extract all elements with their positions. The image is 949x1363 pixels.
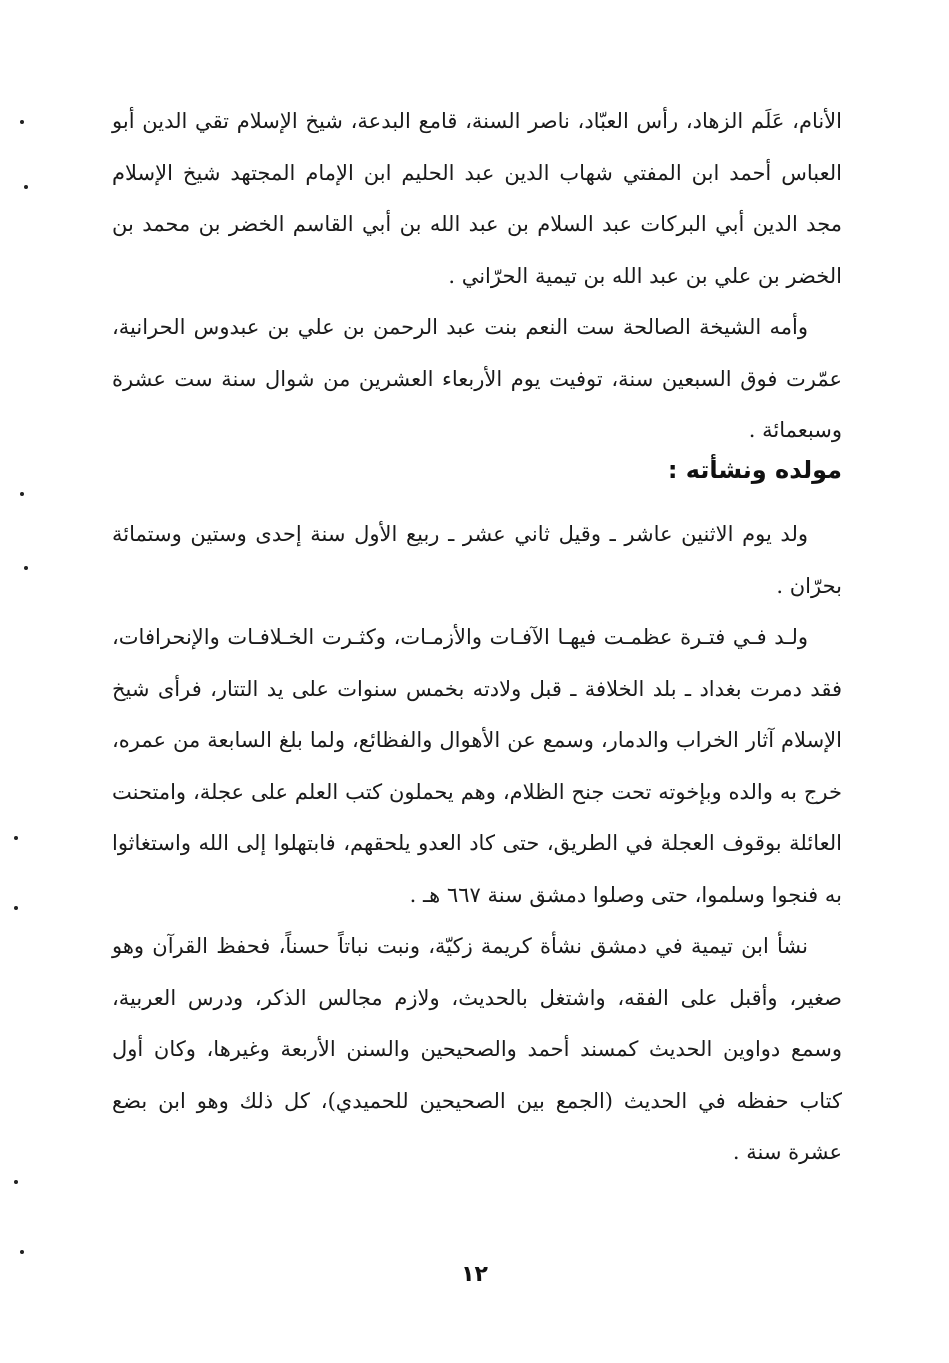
scan-speck xyxy=(14,836,18,840)
paragraph-lineage: الأنام، عَلَم الزهاد، رأس العبّاد، ناصر السنة، قامع البدعة، شيخ الإسلام تقي الدين أبو العباس أحمد ابن المفتي شهاب الدين عبد الحليم ابن الإمام المجتهد شيخ الإسلام مجد الدين أبي البركات عبد السلام بن عبد الله بن أبي القاسم الخضر بن محمد بن الخضر بن علي بن عبد الله بن تيمية الحرّاني . xyxy=(112,109,842,288)
paragraph-upbringing: نشأ ابن تيمية في دمشق نشأة كريمة زكيّة، ونبت نباتاً حسناً، فحفظ القرآن وهو صغير، وأقبل على الفقه، واشتغل بالحديث، ولازم مجالس الذكر، ودرس العربية، وسمع دواوين الحديث كمسند أحمد والصحيحين والسنن الأربعة وغيرها، وكان أول كتاب حفظه في الحديث (الجمع بين الصحيحين للحميدي)، كل ذلك وهو ابن بضع عشرة سنة . xyxy=(112,934,842,1164)
text-block-top xyxy=(112,96,842,457)
scan-speck xyxy=(24,566,28,570)
page-number: ١٢ xyxy=(461,1262,488,1287)
section-heading: مولده ونشأته : xyxy=(667,456,842,484)
scan-speck xyxy=(20,1250,24,1254)
scan-speck xyxy=(20,120,24,124)
text-block-bottom xyxy=(112,509,842,1179)
paragraph-mother: وأمه الشيخة الصالحة ست النعم بنت عبد الرحمن بن علي بن عبدوس الحرانية، عمّرت فوق السبعين سنة، توفيت يوم الأربعاء العشرين من شوال سنة ست عشرة وسبعمائة . xyxy=(112,315,842,442)
scan-speck xyxy=(14,906,18,910)
scan-speck xyxy=(24,185,28,189)
paragraph-birth: ولد يوم الاثنين عاشر ـ وقيل ثاني عشر ـ ربيع الأول سنة إحدى وستين وستمائة بحرّان . xyxy=(112,522,842,598)
paragraph-era: ولـد فـي فتـرة عظمـت فيهـا الآفـات والأزمـات، وكثـرت الخـلافـات والإنحرافات، فقد دمرت بغداد ـ بلد الخلافة ـ قبل ولادته بخمس سنوات على يد التتار، فرأى شيخ الإسلام آثار الخراب والدمار، وسمع عن الأهوال والفظائع، ولما بلغ السابعة من عمره، خرج به والده وبإخوته تحت جنح الظلام، وهم يحملون كتب العلم على عجلة، وامتحنت العائلة بوقوف العجلة في الطريق، حتى كاد العدو يلحقهم، فابتهلوا إلى الله واستغاثوا به فنجوا وسلموا، حتى وصلوا دمشق سنة ٦٦٧ هـ . xyxy=(112,625,842,907)
scan-speck xyxy=(14,1180,18,1184)
scan-speck xyxy=(20,492,24,496)
